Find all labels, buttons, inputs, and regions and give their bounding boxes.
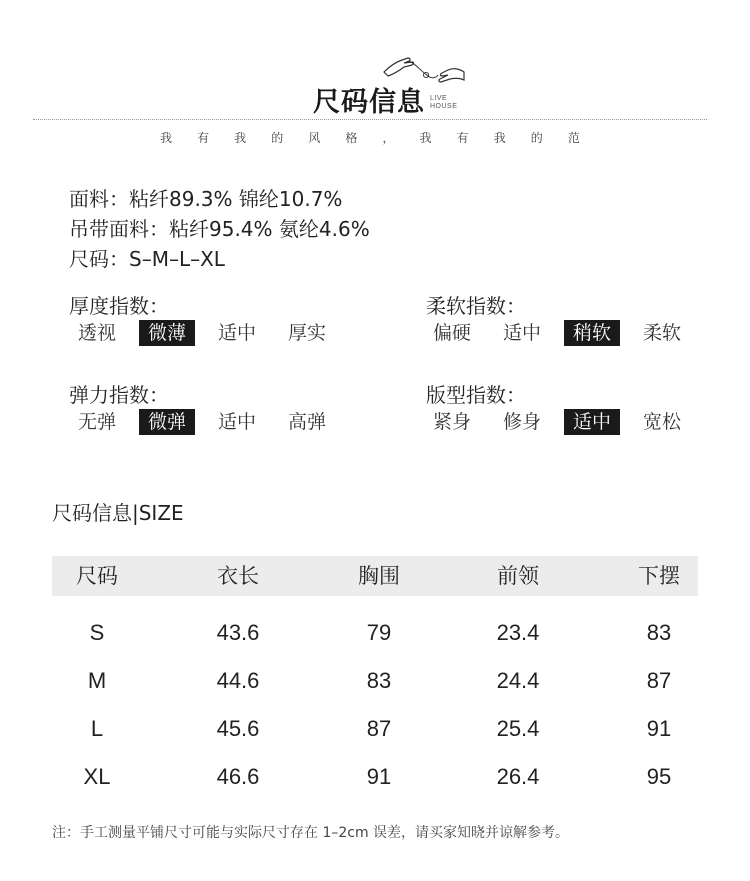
elasticity-option-selected: 微弹 (139, 409, 195, 435)
table-cell: 95 (646, 764, 672, 789)
table-cell: 87 (366, 716, 392, 741)
motto-char: 我 (160, 131, 173, 145)
thickness-option: 厚实 (288, 322, 327, 344)
motto-char: 有 (197, 131, 210, 145)
motto-char: 的 (271, 131, 284, 145)
table-cell: 23.4 (496, 620, 540, 645)
motto-char: 我 (493, 131, 506, 145)
table-cell: XL (83, 764, 111, 789)
table-cell: 26.4 (496, 764, 540, 789)
motto-char: ， (382, 131, 395, 145)
motto-char: 我 (234, 131, 247, 145)
table-cell: 24.4 (496, 668, 540, 693)
elasticity-option: 适中 (218, 411, 257, 433)
elasticity-option: 高弹 (288, 411, 327, 433)
table-cell: L (90, 716, 104, 741)
motto (160, 129, 580, 146)
fit-option: 修身 (503, 411, 542, 433)
motto-char: 格 (345, 131, 358, 145)
table-cell: 43.6 (216, 620, 260, 645)
table-cell: 44.6 (216, 668, 260, 693)
brand-logo-text: LIVE HOUSE (430, 95, 458, 110)
elasticity-option: 无弹 (78, 411, 117, 433)
elasticity-index-title: 弹力指数： (69, 383, 169, 407)
softness-option: 柔软 (643, 322, 682, 344)
column-header: 胸围 (358, 564, 400, 588)
motto-char: 范 (567, 131, 580, 145)
strap-fabric-spec: 吊带面料：粘纤95.4% 氨纶4.6% (69, 217, 370, 241)
table-cell: 45.6 (216, 716, 260, 741)
motto-char: 我 (419, 131, 432, 145)
softness-index-title: 柔软指数： (426, 294, 526, 318)
table-cell: S (89, 620, 105, 645)
fit-index-title: 版型指数： (426, 383, 526, 407)
fit-option: 紧身 (433, 411, 472, 433)
column-header: 前领 (497, 564, 539, 588)
size-range-spec: 尺码：S–M–L–XL (69, 247, 225, 271)
softness-option: 偏硬 (433, 322, 472, 344)
column-header: 尺码 (76, 564, 118, 588)
thickness-index-title: 厚度指数： (69, 294, 169, 318)
table-cell: M (87, 668, 107, 693)
table-cell: 91 (646, 716, 672, 741)
motto-char: 的 (530, 131, 543, 145)
column-header: 衣长 (217, 564, 259, 588)
table-cell: 25.4 (496, 716, 540, 741)
motto-char: 风 (308, 131, 321, 145)
measurement-note: 注：手工测量平铺尺寸可能与实际尺寸存在 1–2cm 误差，请买家知晓并谅解参考。 (52, 825, 570, 841)
fit-option-selected: 适中 (564, 409, 620, 435)
table-header (52, 556, 698, 596)
size-section-title: 尺码信息|SIZE (52, 501, 184, 525)
table-cell: 79 (366, 620, 392, 645)
softness-option-selected: 稍软 (564, 320, 620, 346)
thickness-option: 适中 (218, 322, 257, 344)
softness-option: 适中 (503, 322, 542, 344)
thickness-option-selected: 微薄 (139, 320, 195, 346)
divider (33, 119, 707, 120)
thickness-option: 透视 (78, 322, 117, 344)
column-header: 下摆 (638, 564, 680, 588)
table-cell: 87 (646, 668, 672, 693)
table-cell: 46.6 (216, 764, 260, 789)
table-cell: 91 (366, 764, 392, 789)
page-title: 尺码信息 (313, 87, 425, 118)
fit-option: 宽松 (643, 411, 682, 433)
table-cell: 83 (646, 620, 672, 645)
fabric-spec: 面料：粘纤89.3% 锦纶10.7% (69, 187, 343, 211)
motto-char: 有 (456, 131, 469, 145)
table-cell: 83 (366, 668, 392, 693)
